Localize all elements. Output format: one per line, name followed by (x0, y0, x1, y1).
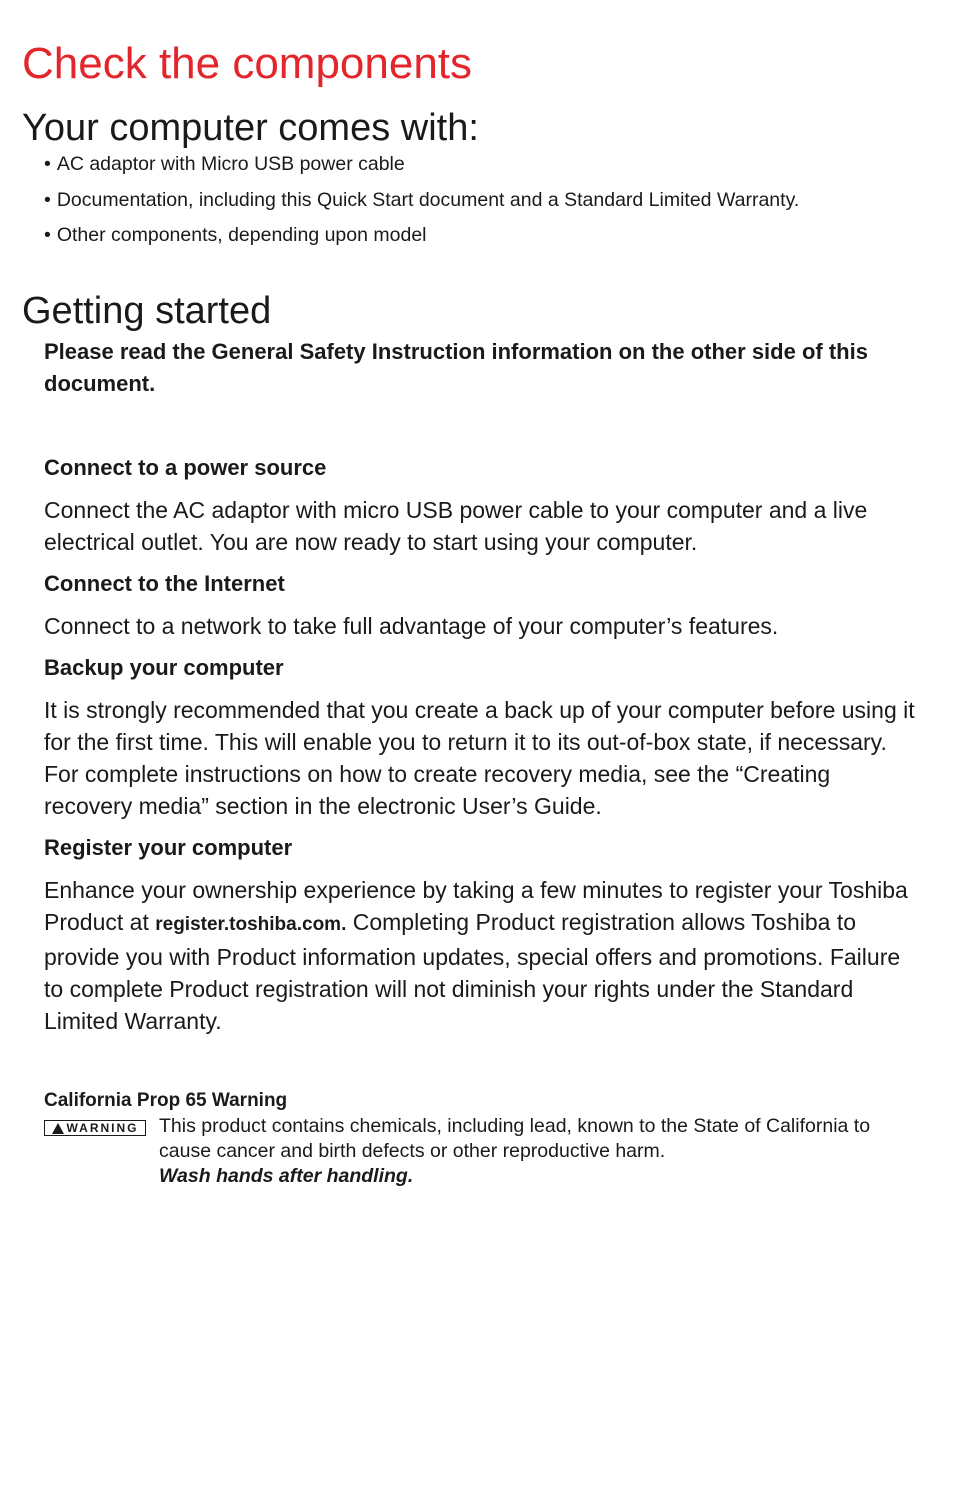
safety-notice: Please read the General Safety Instruction information on the other side of this document. (44, 339, 868, 396)
section-body: Connect to a network to take full advantage of your computer’s features. (44, 613, 779, 639)
section-heading: Register your computer (44, 835, 293, 860)
section-backup (44, 652, 924, 822)
getting-started-sections (44, 452, 924, 1047)
warning-triangle-icon (52, 1123, 64, 1134)
section-internet (44, 568, 924, 642)
section-heading: Backup your computer (44, 655, 284, 680)
section-register (44, 832, 924, 1037)
list-item: • Other components, depending upon model (44, 224, 427, 246)
section-heading: Connect to the Internet (44, 571, 285, 596)
prop65-warning (44, 1088, 924, 1189)
prop65-text: This product contains chemicals, including lead, known to the State of California to cause cancer and birth defects or other reproductive harm. Wash hands after handling. (159, 1114, 879, 1189)
components-list (44, 152, 799, 259)
list-item: • AC adaptor with Micro USB power cable (44, 153, 405, 175)
register-link[interactable]: register.toshiba.com. (155, 914, 347, 935)
getting-started-heading: Getting started (22, 290, 272, 332)
prop65-emphasis: Wash hands after handling. (159, 1165, 414, 1187)
section-body: Connect the AC adaptor with micro USB power cable to your computer and a live electrical outlet. You are now ready to start using your computer. (44, 497, 868, 555)
section-heading: Connect to a power source (44, 455, 327, 480)
components-heading: Your computer comes with: (22, 107, 479, 149)
prop65-heading: California Prop 65 Warning (44, 1090, 288, 1111)
page-title: Check the components (22, 39, 473, 88)
list-item: • Documentation, including this Quick Start document and a Standard Limited Warranty. (44, 188, 800, 211)
warning-badge: WARNING (44, 1120, 146, 1136)
section-power (44, 452, 924, 558)
section-body: Enhance your ownership experience by taking a few minutes to register your Toshiba Product at register.toshiba.com. Completing Product registration allows Toshiba to provide you with Product information updates, special offers and promotions. Failure to complete Product registration will not diminish your rights under the Standard Limited Warranty. (44, 877, 908, 1034)
section-body: It is strongly recommended that you create a back up of your computer before using it for the first time. This will enable you to return it to its out-of-box state, if necessary. For complete instructions on how to create recovery media, see the “Creating recovery media” section in the electronic User’s Guide. (44, 697, 915, 819)
